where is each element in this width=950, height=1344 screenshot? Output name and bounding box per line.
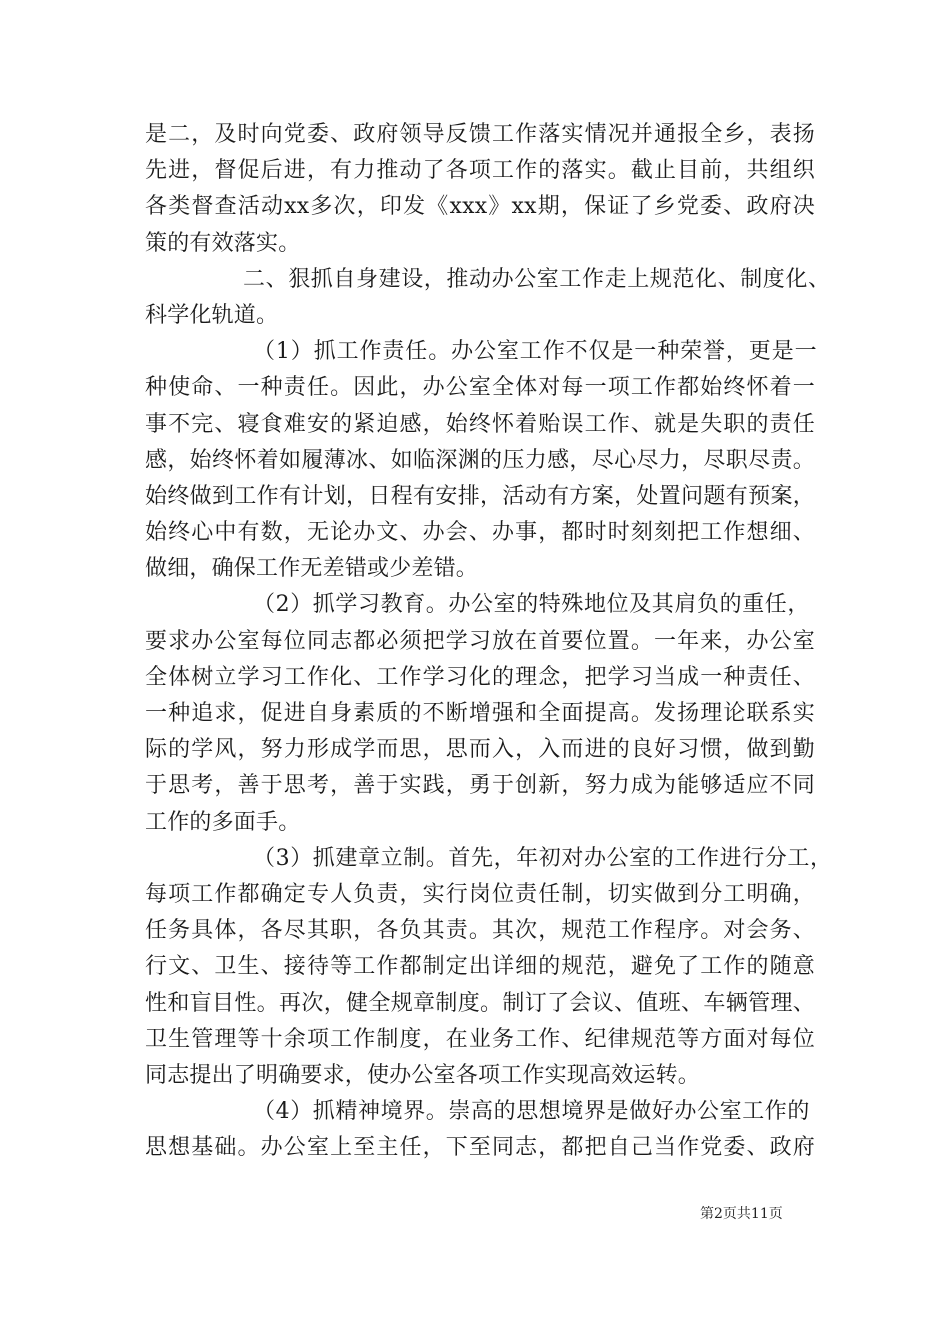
text-line: 工作的多面手。 [145, 809, 301, 835]
paragraph-heading: （2）抓学习教育。办公室的特殊地位及其肩负的重任， [253, 592, 810, 618]
text-line: 性和盲目性。再次，健全规章制度。制订了会议、值班、车辆管理、 [145, 990, 815, 1016]
text-line: 科学化轨道。 [145, 302, 279, 328]
text-line: 是二，及时向党委、政府领导反馈工作落实情况并通报全乡，表扬 [145, 122, 815, 147]
text-line: 同志提出了明确要求，使办公室各项工作实现高效运转。 [145, 1062, 701, 1088]
text-line: 卫生管理等十余项工作制度，在业务工作、纪律规范等方面对每位 [145, 1026, 815, 1052]
body-text [145, 117, 833, 1166]
text-line: 做细，确保工作无差错或少差错。 [145, 556, 479, 582]
section-heading: 二、狠抓自身建设，推动办公室工作走上规范化、制度化、 [243, 266, 831, 292]
text-line: 事不完、寝食难安的紧迫感，始终怀着贻误工作、就是失职的责任 [145, 411, 815, 437]
text-line: 始终心中有数，无论办文、办会、办事，都时时刻刻把工作想细、 [145, 520, 815, 546]
text-line: 先进，督促后进，有力推动了各项工作的落实。截止目前，共组织 [145, 158, 815, 184]
text-line: 行文、卫生、接待等工作都制定出详细的规范，避免了工作的随意 [145, 954, 815, 980]
text-line: 一种追求，促进自身素质的不断增强和全面提高。发扬理论联系实 [145, 701, 815, 726]
paragraph-heading: （4）抓精神境界。崇高的思想境界是做好办公室工作的 [253, 1099, 810, 1125]
text-line: 全体树立学习工作化、工作学习化的理念，把学习当成一种责任、 [145, 664, 815, 690]
paragraph-heading: （3）抓建章立制。首先，年初对办公室的工作进行分工， [253, 845, 833, 871]
page-number: 第2页共11页 [700, 1206, 783, 1222]
paragraph-heading: （1）抓工作责任。办公室工作不仅是一种荣誉，更是一 [253, 339, 818, 365]
text-line: 策的有效落实。 [145, 230, 301, 256]
text-line: 任务具体，各尽其职，各负其责。其次，规范工作程序。对会务、 [145, 918, 815, 944]
text-line: 每项工作都确定专人负责，实行岗位责任制，切实做到分工明确， [145, 881, 815, 907]
text-line: 于思考，善于思考，善于实践，勇于创新，努力成为能够适应不同 [145, 773, 815, 799]
text-line: 始终做到工作有计划，日程有安排，活动有方案，处置问题有预案， [145, 483, 815, 509]
text-line: 际的学风，努力形成学而思，思而入，入而进的良好习惯，做到勤 [145, 737, 815, 763]
text-line: 各类督查活动xx多次，印发《xxx》xx期，保证了乡党委、政府决 [145, 194, 815, 220]
text-line: 要求办公室每位同志都必须把学习放在首要位置。一年来，办公室 [145, 628, 815, 654]
text-line: 种使命、一种责任。因此，办公室全体对每一项工作都始终怀着一 [145, 375, 815, 401]
text-line: 思想基础。办公室上至主任，下至同志，都把自己当作党委、政府 [145, 1135, 815, 1161]
text-line: 感，始终怀着如履薄冰、如临深渊的压力感，尽心尽力，尽职尽责。 [145, 447, 815, 473]
